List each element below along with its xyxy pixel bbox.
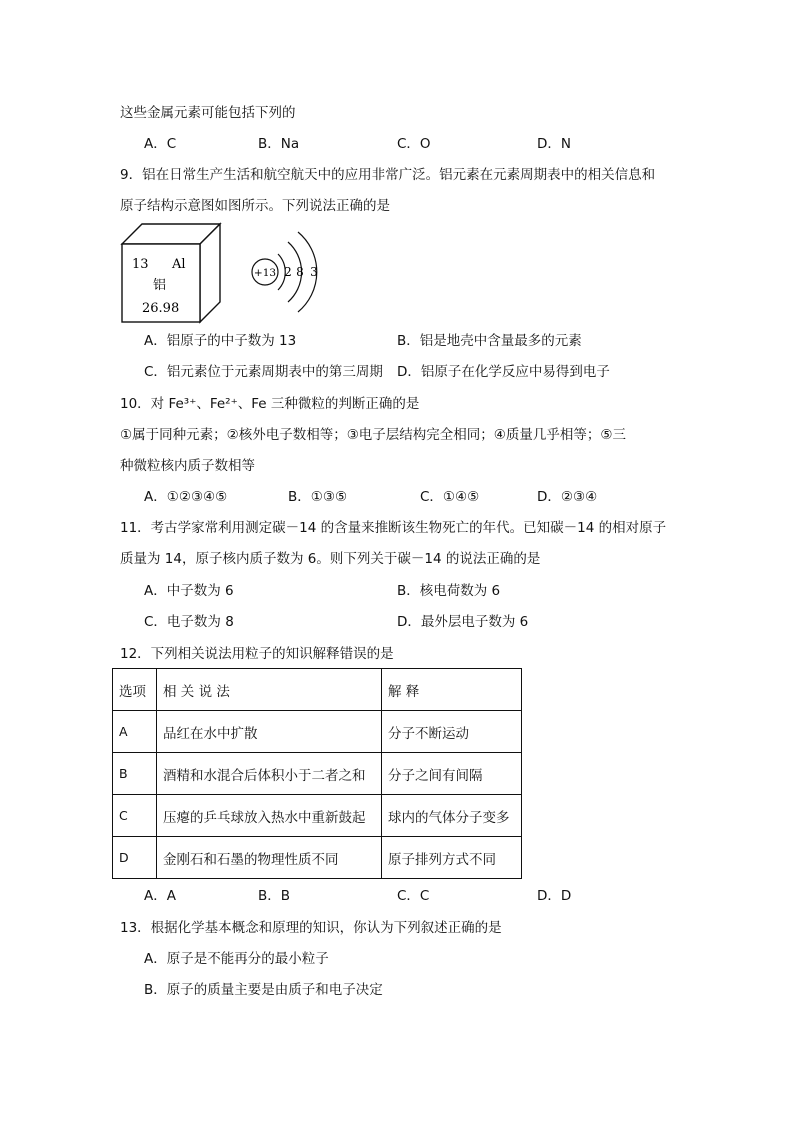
- q9-option-b: B．铝是地壳中含量最多的元素: [397, 333, 582, 349]
- q9-option-d: D．铝原子在化学反应中易得到电子: [397, 364, 610, 380]
- nucleus-charge: +13: [253, 267, 277, 279]
- q11-stem-line2: 质量为 14，原子核内质子数为 6。则下列关于碳－14 的说法正确的是: [120, 551, 541, 567]
- q12-table: [112, 668, 522, 879]
- row-statement: 金刚石和石墨的物理性质不同: [157, 837, 382, 879]
- q11-option-b: B．核电荷数为 6: [397, 583, 501, 599]
- aluminum-atom-diagram: [248, 224, 328, 324]
- q13-option-a: A．原子是不能再分的最小粒子: [144, 951, 329, 967]
- row-explanation: 球内的气体分子变多: [382, 795, 522, 837]
- q12-option-d: D．D: [537, 888, 572, 904]
- q11-stem-line1: 11．考古学家常利用测定碳－14 的含量来推断该生物死亡的年代。已知碳－14 的相对原子: [120, 520, 667, 536]
- row-label: C: [113, 795, 157, 837]
- q10-option-a: A．①②③④⑤: [144, 489, 228, 505]
- q13-stem: 13．根据化学基本概念和原理的知识，你认为下列叙述正确的是: [120, 920, 502, 936]
- shell-3-count: 3: [310, 265, 318, 279]
- shell-1-count: 2: [284, 265, 292, 279]
- row-label: A: [113, 711, 157, 753]
- row-statement: 品红在水中扩散: [157, 711, 382, 753]
- table-row: [113, 711, 522, 753]
- q8-option-b: B．Na: [258, 136, 300, 152]
- header-option: 选项: [113, 669, 157, 711]
- q10-stem: 10．对 Fe³⁺、Fe²⁺、Fe 三种微粒的判断正确的是: [120, 396, 420, 412]
- q9-stem-line1: 9．铝在日常生产生活和航空航天中的应用非常广泛。铝元素在元素周期表中的相关信息和: [120, 167, 656, 183]
- row-label: D: [113, 837, 157, 879]
- q10-statements-line1: ①属于同种元素；②核外电子数相等；③电子层结构完全相同；④质量几乎相等；⑤三: [120, 427, 627, 443]
- q8-option-a: A．C: [144, 136, 177, 152]
- element-name: 铝: [153, 278, 167, 293]
- q12-option-a: A．A: [144, 888, 176, 904]
- table-header-row: [113, 669, 522, 711]
- q12-option-b: B．B: [258, 888, 291, 904]
- row-explanation: 分子不断运动: [382, 711, 522, 753]
- row-label: B: [113, 753, 157, 795]
- table-row: [113, 837, 522, 879]
- q8-option-d: D．N: [537, 136, 571, 152]
- row-explanation: 原子排列方式不同: [382, 837, 522, 879]
- q10-statements-line2: 种微粒核内质子数相等: [120, 458, 255, 474]
- q9-stem-line2: 原子结构示意图如图所示。下列说法正确的是: [120, 198, 390, 214]
- q11-option-a: A．中子数为 6: [144, 583, 234, 599]
- row-statement: 压瘪的乒乓球放入热水中重新鼓起: [157, 795, 382, 837]
- table-row: [113, 753, 522, 795]
- element-symbol: Al: [172, 257, 186, 272]
- shell-2-count: 8: [296, 265, 304, 279]
- element-atomic-number: 13: [132, 257, 149, 272]
- q9-option-c: C．铝元素位于元素周期表中的第三周期: [144, 364, 383, 380]
- q13-option-b: B．原子的质量主要是由质子和电子决定: [144, 982, 383, 998]
- header-explanation: 解 释: [382, 669, 522, 711]
- q11-option-c: C．电子数为 8: [144, 614, 234, 630]
- q12-option-c: C．C: [397, 888, 430, 904]
- row-explanation: 分子之间有间隔: [382, 753, 522, 795]
- header-statement: 相 关 说 法: [157, 669, 382, 711]
- q12-stem: 12．下列相关说法用粒子的知识解释错误的是: [120, 646, 394, 662]
- table-row: [113, 795, 522, 837]
- q10-option-b: B．①③⑤: [288, 489, 348, 505]
- q9-option-a: A．铝原子的中子数为 13: [144, 333, 297, 349]
- aluminum-element-cube: [118, 222, 228, 324]
- q11-option-d: D．最外层电子数为 6: [397, 614, 529, 630]
- q8-option-c: C．O: [397, 136, 431, 152]
- row-statement: 酒精和水混合后体积小于二者之和: [157, 753, 382, 795]
- q10-option-d: D．②③④: [537, 489, 598, 505]
- element-atomic-mass: 26.98: [142, 301, 180, 316]
- q10-option-c: C．①④⑤: [420, 489, 480, 505]
- q8-stem-tail: 这些金属元素可能包括下列的: [120, 105, 296, 121]
